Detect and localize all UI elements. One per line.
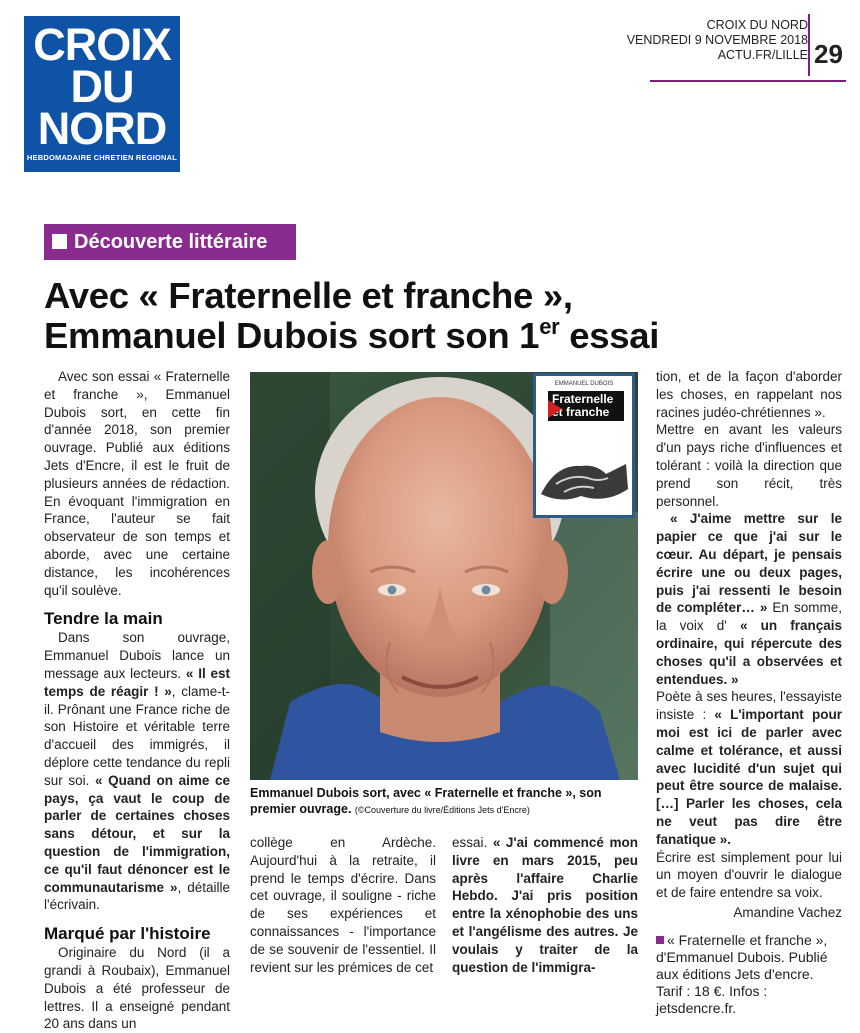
header-rule bbox=[650, 80, 846, 82]
subheading-marque-par-l-histoire: Marqué par l'histoire bbox=[44, 924, 211, 944]
book-info-text: « Fraternelle et franche », d'Emmanuel Dubois. Publié aux éditions Jets d'encre. Tarif : 18 €. Infos : jetsdencre.fr. bbox=[656, 931, 828, 1016]
headline-line-2-end: essai bbox=[559, 315, 660, 356]
paragraph: tion, et de la façon d'aborder les choses, en rappelant nos racines judéo-chrétiennes ». bbox=[656, 369, 842, 420]
book-info-box bbox=[656, 932, 842, 1017]
photo-caption bbox=[250, 785, 638, 818]
quote: « J'ai commencé mon livre en mars 2015, peu après l'affaire Charlie Hebdo. J'ai pris position entre la xénophobie des uns et l'angélisme des autres. Je voulais y traiter de la question de l'immigra- bbox=[452, 835, 638, 975]
page-number: 29 bbox=[814, 39, 843, 69]
text-run: , détaille l'écrivain. bbox=[44, 879, 230, 913]
headline-line-2: Emmanuel Dubois sort son 1 bbox=[44, 315, 540, 356]
paragraph bbox=[452, 834, 638, 976]
logo-line-2: DU bbox=[70, 61, 134, 112]
paragraph: Originaire du Nord (il a grandi à Roubaix), Emmanuel Dubois a été professeur de lettres. Il a enseigné pendant 20 ans dans un bbox=[44, 945, 230, 1032]
header-site: ACTU.FR/LILLE bbox=[717, 48, 808, 62]
section-rubric bbox=[44, 224, 296, 260]
article-column-1 bbox=[44, 368, 230, 1033]
article-column-2 bbox=[250, 834, 436, 976]
author-signature: Amandine Vachez bbox=[733, 904, 842, 920]
caption-credit: (©Couverture du livre/Éditions Jets d'Encre) bbox=[354, 805, 530, 815]
article-headline bbox=[44, 276, 844, 356]
logo-line-1: CROIX bbox=[33, 19, 171, 70]
newspaper-logo bbox=[24, 16, 180, 172]
book-title-line-2: et franche bbox=[552, 405, 610, 419]
quote: « un français ordinaire, qui répercute des choses qu'il a observées et entendues. » bbox=[656, 618, 842, 687]
header-divider bbox=[808, 14, 810, 76]
text-run: , clame-t-il. Prônant une France riche de son Histoire et véritable terre d'accueil des immigrés, il déplore cette tendance du repli sur soi. bbox=[44, 683, 230, 788]
paragraph: collège en Ardèche. Aujourd'hui à la retraite, il prend le temps d'écrire. Dans cet ouvrage, il souligne - riche de ses expériences et connaissances - l'importance de se souvenir de l'essentiel. Il revient sur les prémices de cet bbox=[250, 835, 436, 975]
article-column-4 bbox=[656, 368, 842, 1017]
book-title-line-1: Fraternelle bbox=[552, 392, 614, 406]
headline-line-1: Avec « Fraternelle et franche », bbox=[44, 275, 573, 316]
text-run: Poète à ses heures, l'essayiste insiste : bbox=[656, 689, 842, 723]
red-arrow-icon bbox=[548, 400, 562, 418]
paragraph: Écrire est simplement pour lui un moyen d'ouvrir le dialogue et de faire entendre sa voix. bbox=[656, 849, 842, 901]
paragraph bbox=[44, 629, 230, 914]
quote: « Il est temps de réagir ! » bbox=[44, 665, 230, 699]
paragraph bbox=[656, 510, 842, 688]
page-header bbox=[627, 18, 808, 63]
text-run: En somme, la voix d' bbox=[656, 600, 842, 634]
quote: « L'important pour moi est ici de parler avec calme et tolérance, et aussi avec lucidité d'un sujet qui peut être source de malaise. […] Parler les choses, cela ne veut pas dire être fanatique ». bbox=[656, 707, 842, 847]
book-cover bbox=[533, 373, 635, 518]
paragraph: Avec son essai « Fraternelle et franche », Emmanuel Dubois sort, en cette fin d'année 2018, son premier ouvrage. Publié aux éditions Jets d'Encre, il est le fruit de plusieurs années de rédaction. En évoquant l'immigration en France, l'auteur se fait observateur de son temps et aborde, avec une certaine distance, les incohérences qu'il soulève. bbox=[44, 369, 230, 598]
rubric-label: Découverte littéraire bbox=[74, 231, 268, 253]
header-date: VENDREDI 9 NOVEMBRE 2018 bbox=[626, 33, 808, 47]
rubric-square-icon bbox=[52, 234, 67, 249]
logo-subtitle: HEBDOMADAIRE CHRETIEN REGIONAL bbox=[26, 153, 178, 162]
subheading-tendre-la-main: Tendre la main bbox=[44, 609, 163, 629]
quote: « J'aime mettre sur le papier ce que j'ai sur le cœur. Au départ, je pensais écrire une ou deux pages, puis j'ai ressenti le besoin de compléter… » bbox=[656, 511, 842, 616]
text-run: Dans son ouvrage, Emmanuel Dubois lance un message aux lecteurs. bbox=[44, 630, 230, 681]
text-run: essai. bbox=[452, 835, 493, 850]
caption-text: Emmanuel Dubois sort, avec « Fraternelle et franche », son premier ouvrage. bbox=[250, 786, 602, 816]
paragraph bbox=[656, 688, 842, 848]
article-column-3 bbox=[452, 834, 638, 976]
info-square-icon bbox=[656, 936, 664, 944]
header-paper-name: CROIX DU NORD bbox=[706, 18, 808, 32]
book-author: EMMANUEL DUBOIS bbox=[554, 381, 614, 387]
handshake-image bbox=[536, 434, 632, 514]
logo-line-3: NORD bbox=[37, 103, 167, 154]
headline-superscript: er bbox=[539, 314, 560, 339]
quote: « Quand on aime ce pays, ça vaut le coup de parler de certaines choses sans détour, et sur la question de l'immigration, ce qu'il faut dénoncer est le communautarisme » bbox=[44, 772, 230, 895]
paragraph: Mettre en avant les valeurs d'un pays riche d'influences et tolérant : voilà la direction que prend son récit, très personnel. bbox=[656, 422, 842, 509]
